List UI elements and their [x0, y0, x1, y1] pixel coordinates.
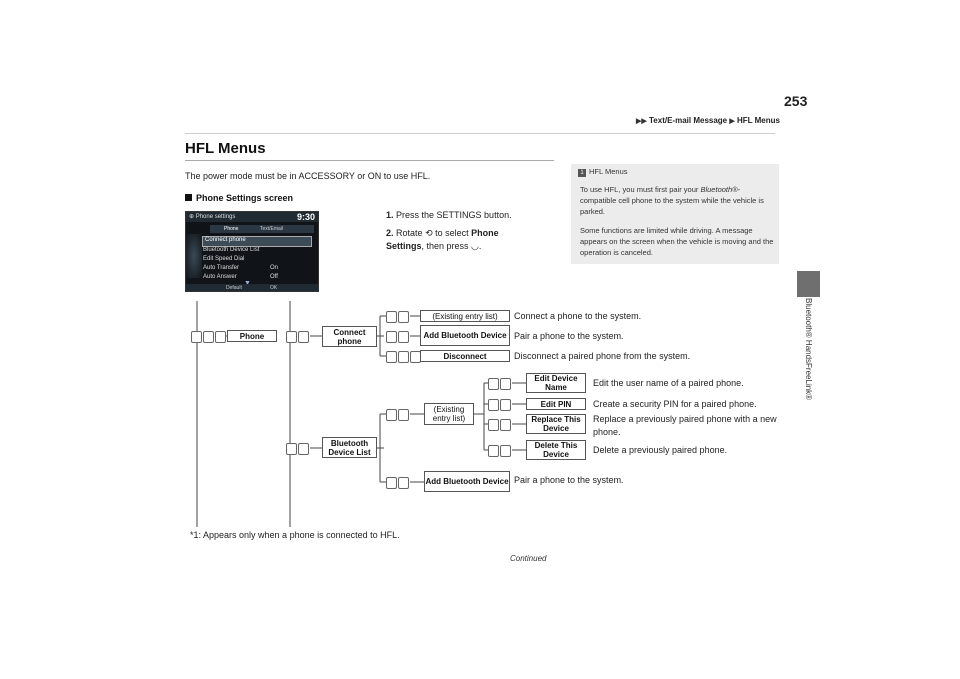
screen-tab: Text/Email — [260, 226, 284, 232]
screen-item-value: On — [270, 265, 279, 271]
menu-node-edit-device-name: Edit Device Name — [526, 373, 586, 393]
desc-edit-name: Edit the user name of a paired phone. — [593, 378, 744, 388]
menu-node-disconnect: Disconnect — [420, 350, 510, 362]
sidebar-text-em: Bluetooth® — [700, 185, 738, 194]
arrow-right-icon: ▶ — [729, 118, 735, 125]
menu-node-delete-device: Delete This Device — [526, 440, 586, 460]
menu-node-existing-entry: (Existing entry list) — [424, 403, 474, 425]
menu-node-existing-entry: (Existing entry list) — [420, 310, 510, 322]
desc-pair: Pair a phone to the system. — [514, 331, 624, 341]
page-title: HFL Menus — [185, 140, 266, 157]
step-text: to select — [432, 228, 472, 238]
knob-icons — [286, 443, 310, 454]
screen-item: Auto Answer — [203, 274, 237, 280]
breadcrumb-item: HFL Menus — [736, 116, 780, 125]
screen-item: Auto Transfer — [203, 265, 240, 271]
desc-disconnect: Disconnect a paired phone from the system. — [514, 351, 691, 361]
knob-icons — [488, 419, 512, 430]
knob-icons — [386, 311, 410, 322]
sidebar-text: -compatible cell phone to the system while the vehicle is parked. — [580, 185, 764, 216]
knob-icons — [386, 351, 422, 362]
desc-pair-2: Pair a phone to the system. — [514, 475, 624, 485]
knob-icons — [286, 331, 310, 342]
menu-node-connect-phone: Connect phone — [322, 326, 377, 347]
step-bold-text: Phone Settings — [386, 228, 499, 251]
continued-label: Continued — [510, 554, 547, 563]
menu-node-add-bluetooth: Add Bluetooth Device — [420, 325, 510, 346]
screen-time: 9:30 — [296, 212, 315, 222]
press-knob-icon: ◡ — [471, 241, 479, 251]
chapter-label-text: Bluetooth® HandsFreeLink® — [804, 298, 813, 401]
sidebar-title-text: HFL Menus — [589, 167, 628, 176]
desc-delete: Delete a previously paired phone. — [593, 445, 728, 455]
step-2: 2. Rotate ⟲ to select Phone Settings, then press ◡. — [386, 228, 499, 251]
screen-item: Edit Speed Dial — [203, 256, 245, 262]
sidebar-text: To use HFL, you must first pair your — [580, 185, 701, 194]
menu-node-phone: Phone — [227, 330, 277, 342]
intro-text: The power mode must be in ACCESSORY or ON to use HFL. — [185, 171, 431, 181]
page-number: 253 — [784, 93, 808, 109]
menu-node-edit-pin: Edit PIN — [526, 398, 586, 410]
step-text: , then press — [421, 241, 472, 251]
screen-footer-label: OK — [270, 285, 278, 291]
step-text: Press the SETTINGS button. — [396, 210, 512, 220]
rotate-knob-icon: ⟲ — [425, 228, 433, 238]
knob-icons — [386, 409, 410, 420]
breadcrumb-item: Text/E-mail Message — [649, 116, 728, 125]
menu-node-replace-device: Replace This Device — [526, 414, 586, 434]
menu-node-bluetooth-device-list: Bluetooth Device List — [322, 437, 377, 458]
knob-icons — [488, 399, 512, 410]
screen-title-text: Phone settings — [195, 214, 236, 220]
screen-item: Bluetooth Device List — [203, 247, 260, 253]
step-number: 2. — [386, 228, 394, 238]
knob-icons — [488, 445, 512, 456]
desc-edit-pin: Create a security PIN for a paired phone. — [593, 399, 757, 409]
knob-icons — [191, 331, 227, 342]
knob-icons — [488, 378, 512, 389]
arrow-right-icon: ▶▶ — [636, 118, 647, 125]
note-number: 1 — [578, 169, 586, 177]
knob-icons — [386, 331, 410, 342]
knob-icons — [386, 477, 410, 488]
screen-footer-label: Default — [226, 285, 242, 291]
menu-node-add-bluetooth: Add Bluetooth Device — [424, 471, 510, 492]
subheading-text: Phone Settings screen — [196, 193, 294, 203]
desc-replace: Replace a previously paired phone with a new phone. — [593, 414, 777, 437]
screen-tab: Phone — [224, 226, 239, 232]
screen-item-value: Off — [270, 274, 278, 280]
sidebar-paragraph: Some functions are limited while driving. A message appears on the screen when the vehicle is moving and the operation is canceled. — [580, 226, 774, 257]
screen-title: ⊕ Phone settings — [189, 214, 236, 220]
step-text: Rotate — [396, 228, 426, 238]
step-number: 1. — [386, 210, 394, 220]
footnote: *1: Appears only when a phone is connected to HFL. — [190, 530, 400, 540]
desc-connect: Connect a phone to the system. — [514, 311, 642, 321]
screen-item-label: Connect phone — [205, 237, 246, 243]
